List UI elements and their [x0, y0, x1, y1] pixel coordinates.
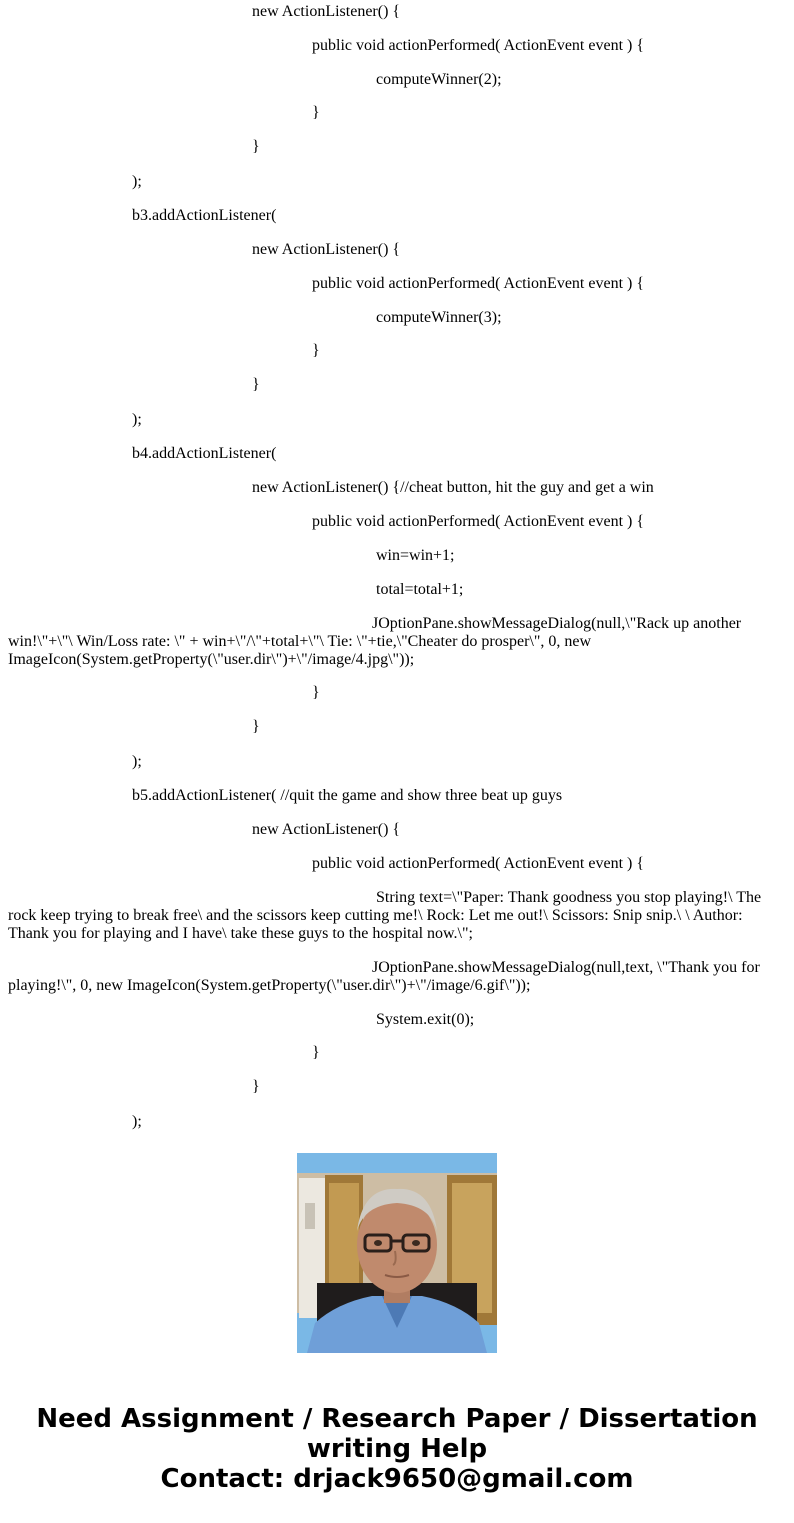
code-line: } [312, 104, 320, 121]
code-line-wrapped: JOptionPane.showMessageDialog(null,text, \"Thank you for playing!\", 0, new ImageIcon(System.getProperty(\"user.dir\")+\"/image/6.gif\")); [8, 959, 760, 994]
code-line: b5.addActionListener( //quit the game and show three beat up guys [132, 787, 563, 804]
code-line-wrapped: String text=\"Paper: Thank goodness you stop playing!\ The rock keep trying to break free\ and the scissors keep cutting me!\ Rock: Let me out!\ Scissors: Snip snip.\ \ Author: Thank you for playing and I have\ take these guys to the hospital now.\"; [8, 889, 762, 942]
code-line: } [252, 1078, 260, 1095]
code-line: ); [132, 753, 142, 770]
code-line: public void actionPerformed( ActionEvent event ) { [312, 275, 645, 292]
code-line: new ActionListener() { [252, 241, 401, 258]
code-line: } [252, 718, 260, 735]
code-line: public void actionPerformed( ActionEvent event ) { [312, 855, 645, 872]
code-line: total=total+1; [376, 581, 464, 598]
author-avatar [297, 1153, 497, 1353]
code-line: b4.addActionListener( [132, 445, 277, 462]
code-line: b3.addActionListener( [132, 207, 277, 224]
code-line: } [252, 376, 260, 393]
code-line: ); [132, 1113, 142, 1130]
code-line-wrapped: JOptionPane.showMessageDialog(null,\"Rack up another win!\"+\"\ Win/Loss rate: \" + win+\"/\"+total+\"\ Tie: \"+tie,\"Cheater do prosper\", 0, new ImageIcon(System.getProperty(\"user.dir\")+\"/image/4.jpg\")); [8, 615, 742, 668]
banner-line-1: Need Assignment / Research Paper / Dissertation [36, 1404, 758, 1434]
code-line: public void actionPerformed( ActionEvent event ) { [312, 513, 645, 530]
code-line: public void actionPerformed( ActionEvent event ) { [312, 37, 645, 54]
code-line: new ActionListener() { [252, 821, 401, 838]
code-line: computeWinner(3); [376, 309, 502, 326]
code-line: new ActionListener() { [252, 3, 401, 20]
code-line: win=win+1; [376, 547, 455, 564]
code-line: ); [132, 173, 142, 190]
code-line: new ActionListener() {//cheat button, hit the guy and get a win [252, 479, 654, 496]
code-line: } [312, 684, 320, 701]
code-line: computeWinner(2); [376, 71, 502, 88]
contact-banner [0, 1404, 794, 1494]
contact-email: Contact: drjack9650@gmail.com [160, 1464, 634, 1494]
code-line: ); [132, 411, 142, 428]
author-portrait [297, 1153, 497, 1353]
code-line: } [312, 1044, 320, 1061]
banner-line-2: writing Help [306, 1434, 488, 1464]
code-line: System.exit(0); [376, 1011, 475, 1028]
code-line: } [252, 138, 260, 155]
code-line: } [312, 342, 320, 359]
